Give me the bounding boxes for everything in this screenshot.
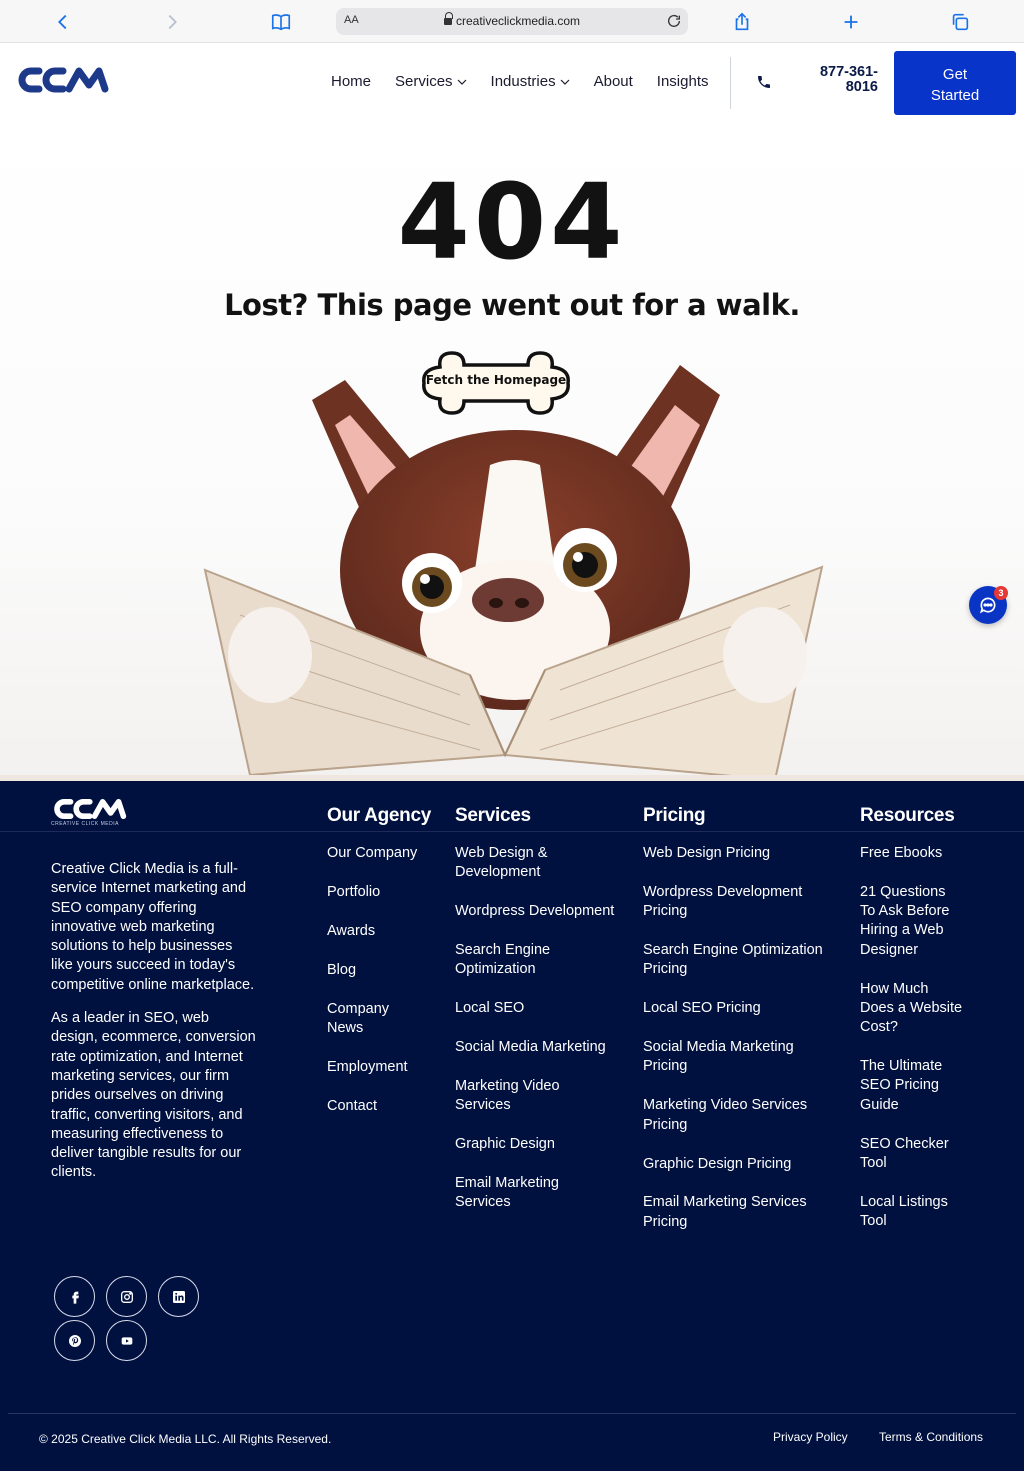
bookmarks-icon[interactable] — [269, 10, 293, 34]
footer-link[interactable]: Contact — [327, 1097, 377, 1114]
copyright-text: © 2025 Creative Click Media LLC. All Rights Reserved. — [39, 1432, 332, 1446]
forward-icon[interactable] — [160, 10, 184, 34]
footer-logo-tagline: CREATIVE CLICK MEDIA — [51, 821, 119, 827]
footer-col-title: Our Agency — [327, 805, 431, 826]
about-paragraph-1: Creative Click Media is a full-service Internet marketing and SEO company offering innovative web marketing solutions to help businesses like yours succeed in today's competitive online marketplace. — [51, 861, 255, 993]
pinterest-icon — [67, 1333, 83, 1349]
back-icon[interactable] — [51, 10, 75, 34]
privacy-policy-link[interactable]: Privacy Policy — [773, 1430, 848, 1444]
footer-link[interactable]: 21 Questions To Ask Before Hiring a Web Designer — [860, 883, 950, 958]
share-icon[interactable] — [730, 10, 754, 34]
footer-col-our-agency — [327, 805, 445, 1136]
footer-link[interactable]: Web Design Pricing — [643, 845, 771, 861]
footer-link[interactable]: Wordpress Development Pricing — [643, 883, 803, 920]
address-bar[interactable] — [336, 8, 688, 35]
nav-insights[interactable] — [657, 73, 709, 90]
facebook-icon — [67, 1289, 83, 1305]
footer-link[interactable]: Graphic Design Pricing — [643, 1155, 792, 1172]
footer-link[interactable]: Social Media Marketing Pricing — [643, 1039, 794, 1075]
footer-link[interactable]: Our Company — [327, 845, 418, 861]
footer-link[interactable]: Wordpress Development — [455, 903, 615, 920]
phone-number-line2: 8016 — [845, 79, 878, 95]
youtube-link[interactable] — [106, 1320, 147, 1361]
nav-home-label: Home — [331, 73, 372, 90]
footer-col-services — [455, 805, 625, 1232]
footer-link[interactable]: Local Listings Tool — [860, 1193, 948, 1230]
site-footer — [0, 781, 1024, 1471]
phone-number-link[interactable] — [796, 65, 878, 95]
footer-link[interactable]: Email Marketing Services Pricing — [643, 1194, 807, 1230]
nav-divider — [730, 57, 731, 109]
footer-about — [51, 860, 256, 1197]
reload-icon[interactable] — [666, 13, 682, 29]
footer-link[interactable]: Marketing Video Services — [455, 1078, 560, 1114]
main-nav — [331, 73, 733, 90]
site-header — [0, 43, 1024, 125]
tabs-overview-icon[interactable] — [948, 10, 972, 34]
footer-link[interactable]: Web Design & Development — [455, 845, 548, 881]
get-started-button[interactable] — [894, 51, 1016, 115]
terms-conditions-link[interactable]: Terms & Conditions — [879, 1430, 984, 1444]
reader-text-size-button[interactable]: AA — [344, 14, 359, 26]
footer-link[interactable]: Free Ebooks — [860, 845, 943, 861]
footer-link[interactable]: Graphic Design — [455, 1136, 555, 1153]
nav-insights-label: Insights — [656, 73, 709, 90]
nav-industries[interactable] — [491, 73, 570, 90]
nav-about-label: About — [593, 73, 633, 90]
nav-home[interactable] — [331, 73, 371, 90]
browser-toolbar — [0, 0, 1024, 43]
fetch-homepage-button[interactable]: Fetch the Homepage — [425, 373, 567, 387]
footer-col-title: Resources — [860, 805, 955, 826]
chevron-down-icon — [560, 77, 570, 87]
footer-col-resources — [860, 805, 970, 1251]
footer-bottom-divider — [8, 1413, 1016, 1414]
footer-link[interactable]: Search Engine Optimization — [455, 942, 551, 978]
about-paragraph-2: As a leader in SEO, web design, ecommerce, conversion rate optimization, and Internet marketing services, our firm prides ourselves on driving traffic, converting visitors, and measuring effectiveness to deliver tangible results for our clients. — [51, 1010, 256, 1181]
instagram-icon — [119, 1289, 135, 1305]
linkedin-link[interactable] — [158, 1276, 199, 1317]
nav-industries-label: Industries — [490, 73, 556, 90]
footer-link[interactable]: SEO Checker Tool — [860, 1135, 949, 1171]
instagram-link[interactable] — [106, 1276, 147, 1317]
footer-link[interactable]: Email Marketing Services — [455, 1175, 559, 1211]
dog-reading-map-illustration — [0, 355, 1024, 781]
error-code: 404 — [397, 161, 627, 283]
youtube-icon — [119, 1333, 135, 1349]
nav-services-label: Services — [395, 73, 453, 90]
url-text: creativeclickmedia.com — [455, 14, 581, 28]
chat-bubble-icon — [978, 595, 998, 615]
phone-number-line1: 877-361- — [819, 64, 878, 80]
footer-link[interactable]: Company News — [327, 1000, 390, 1036]
footer-link[interactable]: Local SEO — [455, 1000, 525, 1017]
get-started-line1: Get — [942, 66, 968, 83]
facebook-link[interactable] — [54, 1276, 95, 1317]
get-started-line2: Started — [930, 87, 980, 104]
ccm-logo-icon — [17, 65, 112, 105]
phone-icon[interactable] — [756, 74, 772, 90]
linkedin-icon — [171, 1289, 187, 1305]
footer-col-title: Pricing — [643, 805, 706, 826]
lock-icon — [444, 16, 452, 26]
chat-notification-badge: 3 — [994, 586, 1008, 600]
footer-col-title: Services — [455, 805, 531, 826]
error-message: Lost? This page went out for a walk. — [224, 288, 800, 322]
footer-link[interactable]: Blog — [327, 961, 357, 978]
error-hero — [0, 125, 1024, 781]
pinterest-link[interactable] — [54, 1320, 95, 1361]
footer-link[interactable]: The Ultimate SEO Pricing Guide — [860, 1058, 943, 1113]
footer-link[interactable]: Marketing Video Services Pricing — [643, 1097, 808, 1133]
footer-link[interactable]: Awards — [327, 922, 376, 939]
new-tab-icon[interactable] — [839, 10, 863, 34]
footer-link[interactable]: How Much Does a Website Cost? — [860, 980, 963, 1036]
nav-about[interactable] — [594, 73, 633, 90]
footer-link[interactable]: Social Media Marketing — [455, 1039, 606, 1056]
nav-services[interactable] — [395, 73, 467, 90]
footer-link[interactable]: Portfolio — [327, 883, 381, 900]
footer-link[interactable]: Employment — [327, 1058, 408, 1075]
footer-col-pricing — [643, 805, 833, 1252]
chevron-down-icon — [457, 77, 467, 87]
footer-link[interactable]: Search Engine Optimization Pricing — [643, 942, 823, 978]
footer-link[interactable]: Local SEO Pricing — [643, 1000, 761, 1017]
